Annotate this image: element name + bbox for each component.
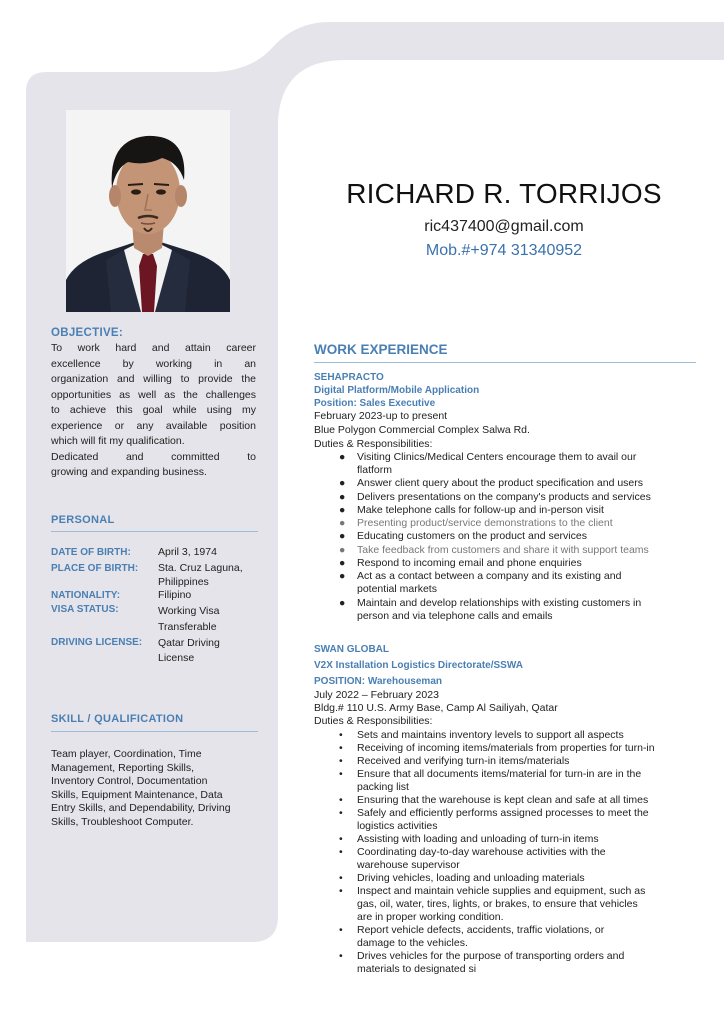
job-position: Position: Sales Executive — [314, 398, 436, 409]
duty-line: Presenting product/service demonstrations to the client — [357, 517, 613, 530]
personal-divider — [51, 531, 258, 532]
profile-photo — [66, 110, 230, 312]
duty-item — [339, 755, 697, 768]
nationality-label: NATIONALITY: — [51, 590, 121, 601]
skills-title: SKILL / QUALIFICATION — [51, 713, 184, 725]
duty-item — [339, 885, 697, 924]
job-duties-label: Duties & Responsibilities: — [314, 715, 433, 727]
duty-item — [339, 768, 697, 794]
bullet-icon: ● — [339, 477, 346, 490]
visa-label: VISA STATUS: — [51, 604, 119, 615]
nationality-value-line: Filipino — [158, 589, 192, 601]
duty-item — [339, 729, 697, 742]
job-division: Digital Platform/Mobile Application — [314, 385, 480, 396]
objective-line: organization and willing to provide the — [51, 373, 256, 385]
duty-line: Delivers presentations on the company's products and services — [357, 490, 651, 503]
duty-item — [339, 543, 697, 557]
duty-line: Driving vehicles, loading and unloading materials — [357, 872, 585, 884]
duty-line: logistics activities — [357, 820, 438, 832]
job-duties-list — [339, 729, 697, 976]
bullet-icon: ● — [339, 557, 346, 570]
duty-line: damage to the vehicles. — [357, 937, 468, 949]
duty-item — [339, 570, 697, 596]
pob-value-line: Philippines — [158, 575, 209, 588]
visa-value — [158, 603, 219, 635]
bullet-icon: • — [339, 924, 343, 936]
duty-item — [339, 846, 697, 872]
duty-line: Take feedback from customers and share it with support teams — [357, 543, 649, 556]
bullet-icon: ● — [339, 517, 346, 530]
duty-line: Maintain and develop relationships with existing customers in — [357, 596, 642, 609]
duty-line: Educating customers on the product and services — [357, 530, 587, 543]
duty-line: Coordinating day-to-day warehouse activities with the — [357, 846, 606, 858]
objective-line: experience or any available position — [51, 419, 256, 432]
bullet-icon: ● — [339, 543, 346, 556]
job-dates: February 2023-up to present — [314, 410, 448, 422]
duty-line: are in proper working condition. — [357, 911, 504, 923]
dob-label: DATE OF BIRTH: — [51, 547, 131, 558]
duty-item — [339, 794, 697, 807]
objective-line: growing and expanding business. — [51, 466, 207, 478]
duty-item — [339, 742, 697, 755]
duty-line: Answer client query about the product specification and users — [357, 477, 643, 490]
duty-item — [339, 557, 697, 570]
license-label: DRIVING LICENSE: — [51, 637, 143, 648]
objective-text — [51, 341, 256, 481]
duty-line: Act as a contact between a company and its existing and — [357, 570, 622, 583]
bullet-icon: • — [339, 794, 343, 806]
duty-line: Drives vehicles for the purpose of transporting orders and — [357, 950, 625, 962]
personal-title: PERSONAL — [51, 514, 115, 526]
dob-value — [158, 546, 217, 560]
duty-item — [339, 477, 697, 490]
duty-line: Ensure that all documents items/material for turn-in are in the — [357, 768, 642, 780]
duty-line: flatform — [357, 464, 393, 476]
duty-item — [339, 872, 697, 885]
duty-line: materials to designated si — [357, 963, 477, 975]
duty-item — [339, 451, 697, 477]
bullet-icon: • — [339, 742, 343, 754]
nationality-value — [158, 589, 191, 603]
duty-item — [339, 924, 697, 950]
duty-item — [339, 596, 697, 623]
bullet-icon: ● — [339, 596, 346, 609]
work-experience-divider — [314, 362, 696, 363]
portrait-illustration — [66, 110, 230, 312]
duty-line: Report vehicle defects, accidents, traffic violations, or — [357, 924, 605, 936]
skills-line: Team player, Coordination, Time — [51, 748, 202, 760]
dob-value-line: April 3, 1974 — [158, 546, 217, 558]
pob-label: PLACE OF BIRTH: — [51, 563, 139, 574]
license-value-line: License — [158, 652, 195, 664]
duty-line: Ensuring that the warehouse is kept clean and safe at all times — [357, 794, 649, 806]
skills-text — [51, 748, 266, 829]
duty-line: Inspect and maintain vehicle supplies and equipment, such as — [357, 885, 646, 897]
skills-line: Inventory Control, Documentation — [51, 775, 208, 787]
bullet-icon: • — [339, 950, 343, 962]
duty-item — [339, 950, 697, 976]
duty-item — [339, 517, 697, 530]
job-division: V2X Installation Logistics Directorate/SSWA — [314, 660, 523, 671]
duty-item — [339, 530, 697, 543]
bullet-icon: ● — [339, 490, 346, 503]
skills-line: Skills, Troubleshoot Computer. — [51, 815, 194, 828]
job-location: Bldg.# 110 U.S. Army Base, Camp Al Sailiyah, Qatar — [314, 702, 558, 714]
duty-line: Respond to incoming email and phone enquiries — [357, 557, 582, 570]
bullet-icon: • — [339, 833, 343, 845]
duty-line: Receiving of incoming items/materials from properties for turn-in — [357, 742, 655, 754]
duty-line: Visiting Clinics/Medical Centers encourage them to avail our — [357, 451, 637, 463]
job-dates: July 2022 – February 2023 — [314, 689, 439, 701]
duty-item — [339, 490, 697, 504]
objective-line: to achieve this goal while using my — [51, 404, 256, 416]
job-company: SWAN GLOBAL — [314, 644, 389, 655]
pob-value-line: Sta. Cruz Laguna, — [158, 562, 243, 574]
duty-line: potential markets — [357, 583, 437, 596]
job-location: Blue Polygon Commercial Complex Salwa Rd. — [314, 424, 530, 436]
duty-item — [339, 833, 697, 846]
objective-line: Dedicated and committed to — [51, 450, 256, 463]
objective-line: To work hard and attain career — [51, 342, 256, 354]
duty-line: Safely and efficiently performs assigned processes to meet the — [357, 807, 649, 819]
bullet-icon: • — [339, 755, 343, 767]
job-position: POSITION: Warehouseman — [314, 676, 442, 687]
duty-line: gas, oil, water, tires, lights, or brakes, to ensure that vehicles — [357, 898, 638, 910]
duty-line: Sets and maintains inventory levels to support all aspects — [357, 729, 624, 741]
bullet-icon: ● — [339, 451, 346, 463]
bullet-icon: ● — [339, 570, 346, 583]
bullet-icon: • — [339, 729, 343, 741]
email-address[interactable]: ric437400@gmail.com — [424, 218, 584, 235]
job-duties-label: Duties & Responsibilities: — [314, 438, 433, 450]
license-value-line: Qatar Driving — [158, 637, 220, 649]
duty-line: Make telephone calls for follow-up and in-person visit — [357, 503, 604, 516]
visa-value-line: Transferable — [158, 621, 217, 633]
visa-value-line: Working Visa — [158, 605, 220, 617]
bullet-icon: • — [339, 807, 343, 819]
objective-line: excellence by working in an — [51, 357, 256, 370]
duty-line: warehouse supervisor — [357, 859, 460, 871]
job-duties-list — [339, 451, 697, 623]
duty-line: packing list — [357, 781, 409, 793]
skills-line: Entry Skills, and Dependability, Driving — [51, 802, 231, 814]
duty-line: person and via telephone calls and emails — [357, 609, 553, 622]
duty-item — [339, 807, 697, 833]
skills-line: Management, Reporting Skills, — [51, 761, 194, 774]
objective-line: which will fit my qualification. — [51, 435, 185, 447]
pob-value — [158, 562, 243, 589]
bullet-icon: • — [339, 885, 343, 897]
duty-item — [339, 503, 697, 517]
skills-divider — [51, 731, 258, 732]
license-value — [158, 636, 220, 666]
bullet-icon: ● — [339, 503, 346, 516]
mobile-number[interactable]: Mob.#+974 31340952 — [425, 242, 583, 259]
duty-line: Received and verifying turn-in items/materials — [357, 755, 570, 767]
work-experience-title: WORK EXPERIENCE — [314, 342, 448, 357]
candidate-name: RICHARD R. TORRIJOS — [346, 178, 662, 209]
bullet-icon: • — [339, 872, 343, 884]
duty-line: Assisting with loading and unloading of turn-in items — [357, 833, 599, 845]
objective-line: opportunities as well as the challenges — [51, 388, 256, 401]
objective-title: OBJECTIVE: — [51, 327, 124, 339]
bullet-icon: • — [339, 846, 343, 858]
bullet-icon: ● — [339, 530, 346, 543]
skills-line: Skills, Equipment Maintenance, Data — [51, 788, 223, 801]
bullet-icon: • — [339, 768, 343, 780]
job-company: SEHAPRACTO — [314, 372, 384, 383]
